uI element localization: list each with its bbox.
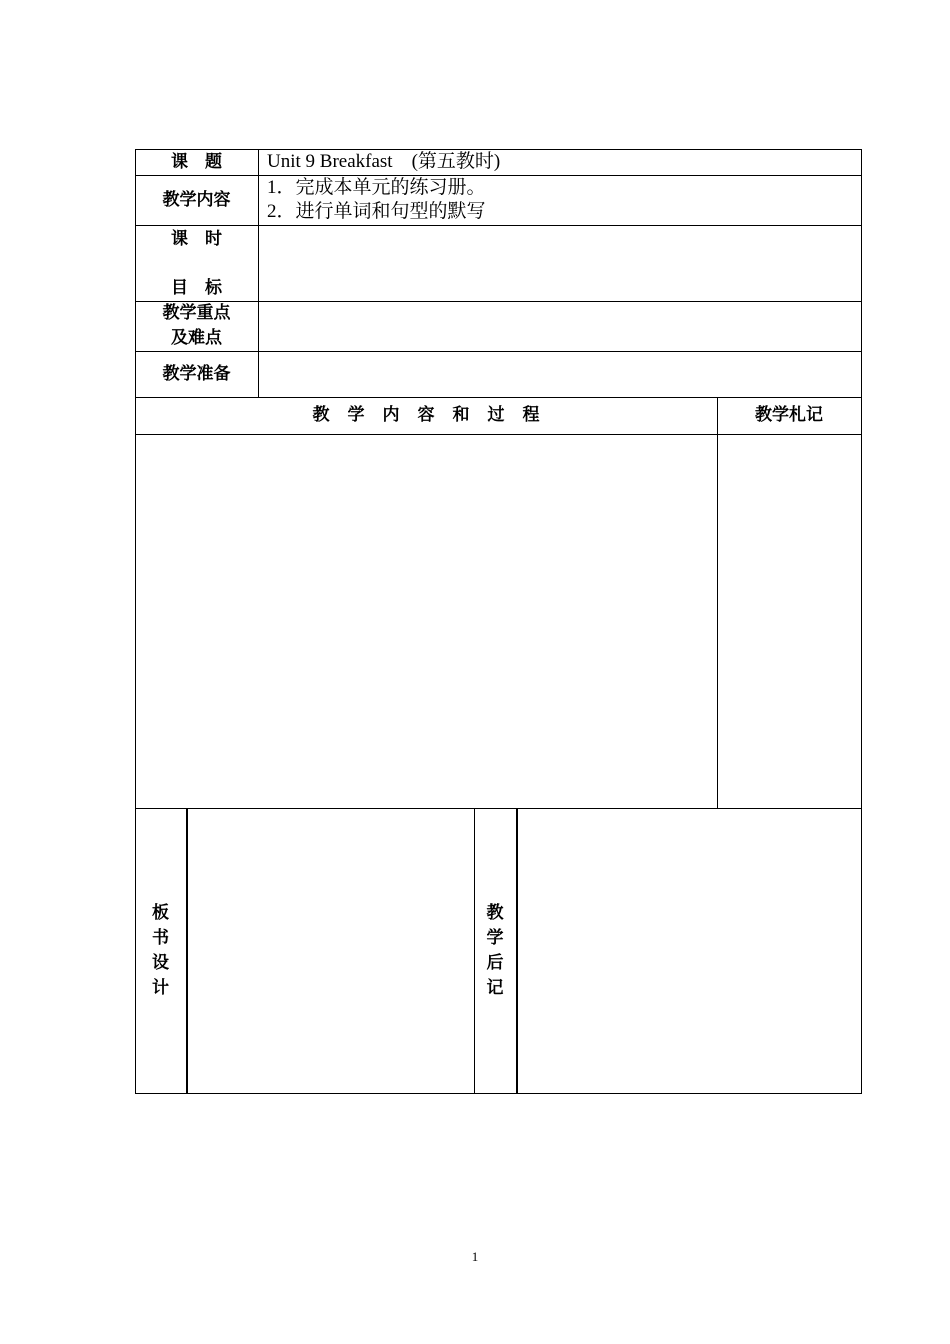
board-body-cell xyxy=(187,808,475,1094)
board-label-char: 设 xyxy=(152,952,169,973)
process-header: 教学内容和过程 xyxy=(312,405,558,425)
topic-label: 课 题 xyxy=(171,151,222,172)
prep-value-cell xyxy=(258,351,862,398)
process-header-cell xyxy=(135,397,718,435)
keypoints-label-cell xyxy=(135,301,259,352)
content-item: 2．进行单词和句型的默写 xyxy=(267,201,486,222)
notes-header-cell xyxy=(717,397,862,435)
board-label-char: 计 xyxy=(152,977,169,998)
reflection-label-char: 记 xyxy=(486,977,504,998)
objective-label-cell xyxy=(135,225,259,302)
content-item: 1．完成本单元的练习册。 xyxy=(267,177,486,198)
reflection-label-char: 学 xyxy=(486,927,504,948)
content-label-cell xyxy=(135,175,259,226)
reflection-label-cell xyxy=(474,808,518,1094)
topic-value-cell xyxy=(258,149,862,176)
keypoints-value-cell xyxy=(258,301,862,352)
notes-body-cell xyxy=(717,434,862,809)
prep-label-cell xyxy=(135,351,259,398)
topic-value: Unit 9 Breakfast (第五教时) xyxy=(267,151,501,172)
content-value-cell xyxy=(258,175,862,226)
topic-label-cell xyxy=(135,149,259,176)
objective-label-bottom: 目 标 xyxy=(171,278,222,298)
reflection-label-char: 教 xyxy=(486,902,504,923)
board-label-char: 板 xyxy=(152,902,169,923)
keypoints-label-top: 教学重点 xyxy=(162,303,231,323)
objective-label-top: 课 时 xyxy=(171,229,222,249)
keypoints-label-bottom: 及难点 xyxy=(171,328,222,348)
prep-label: 教学准备 xyxy=(162,363,231,384)
process-body-cell xyxy=(135,434,718,809)
page-number: 1 xyxy=(471,1249,479,1264)
reflection-body-cell xyxy=(517,808,862,1094)
content-label: 教学内容 xyxy=(162,189,231,210)
objective-value-cell xyxy=(258,225,862,302)
board-label-cell xyxy=(135,808,188,1094)
board-label-char: 书 xyxy=(152,927,169,948)
notes-header: 教学札记 xyxy=(755,405,823,425)
reflection-label-char: 后 xyxy=(486,952,504,973)
